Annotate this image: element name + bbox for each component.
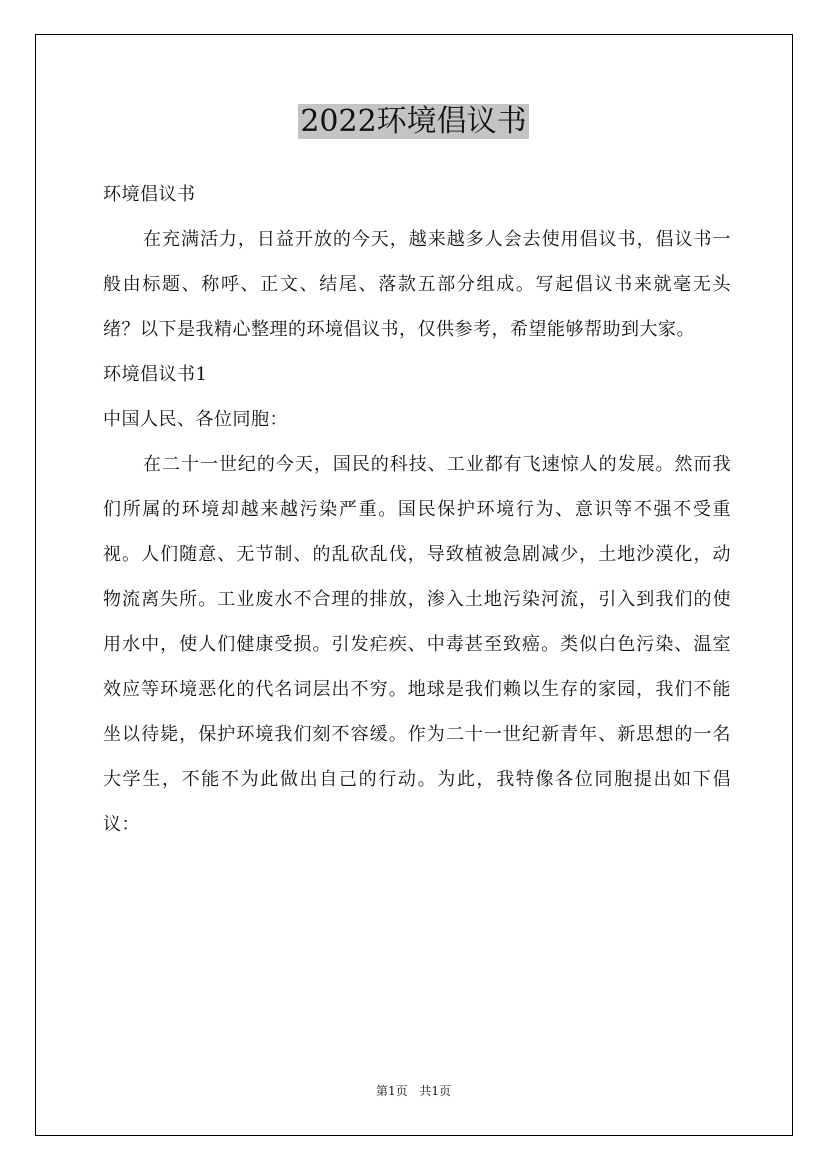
page-footer [0, 1083, 827, 1099]
document-title-text: 2022环境倡议书 [300, 104, 527, 139]
paragraph-section-title: 环境倡议书1 [103, 364, 208, 385]
paragraph-salutation: 中国人民、各位同胞： [103, 409, 288, 430]
paragraph-intro: 在充满活力，日益开放的今天，越来越多人会去使用倡议书，倡议书一般由标题、称呼、正文、结尾、落款五部分组成。写起倡议书来就毫无头绪？以下是我精心整理的环境倡议书，仅供参考，希望能够帮助到大家。 [103, 229, 731, 340]
page-total: 共1页 [419, 1084, 452, 1098]
paragraph-main: 在二十一世纪的今天，国民的科技、工业都有飞速惊人的发展。然而我们所属的环境却越来越污染严重。国民保护环境行为、意识等不强不受重视。人们随意、无节制、的乱砍乱伐，导致植被急剧减少，土地沙漠化，动物流离失所。工业废水不合理的排放，渗入土地污染河流，引入到我们的使用水中，使人们健康受损。引发疟疾、中毒甚至致癌。类似白色污染、温室效应等环境恶化的代名词层出不穷。地球是我们赖以生存的家园，我们不能坐以待毙，保护环境我们刻不容缓。作为二十一世纪新青年、新思想的一名大学生，不能不为此做出自己的行动。为此，我特像各位同胞提出如下倡议： [103, 454, 731, 835]
paragraph-heading: 环境倡议书 [103, 184, 196, 205]
page-number: 第1页 [375, 1084, 408, 1098]
document-title [0, 100, 827, 144]
document-body [103, 172, 731, 847]
